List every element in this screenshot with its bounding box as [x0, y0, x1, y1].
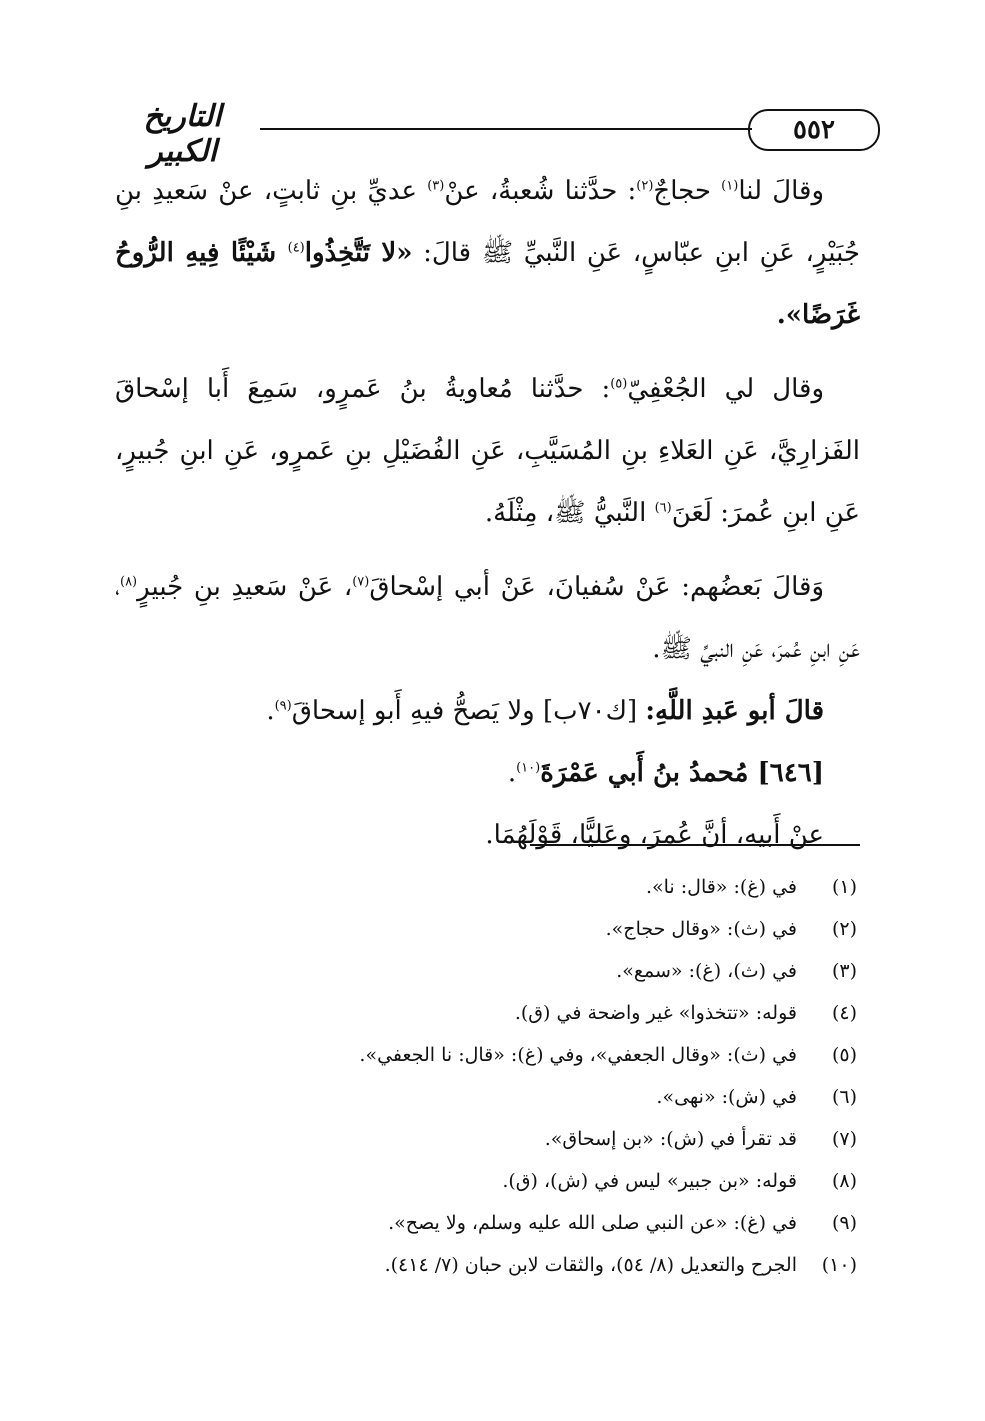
- footnote-text: قوله: «بن جبير» ليس في (ش)، (ق).: [502, 1170, 797, 1192]
- main-text: [115, 160, 860, 866]
- footnote: [112, 1118, 857, 1160]
- footnote-ref: (٧): [352, 574, 370, 590]
- paragraph-6: عنْ أَبيه، أنَّ عُمرَ، وعَليًّا، قَوْلَهُمَا.: [485, 820, 824, 850]
- footnote-number: (٩): [831, 1212, 857, 1234]
- footnote-text: قد تقرأ في (ش): «بن إسحاق».: [544, 1128, 797, 1150]
- footnote-number: (٨): [831, 1170, 857, 1192]
- text-run: : حدَّثنا شُعبةُ، عنْ: [444, 176, 637, 206]
- footnote-text: في (ث): «وقال الجعفي»، وفي (غ): «قال: نا الجعفي».: [359, 1044, 797, 1066]
- footnote-text: في (ث): «وقال حجاج».: [605, 918, 797, 940]
- header-rule: [260, 128, 752, 130]
- paragraph-3: [115, 556, 860, 680]
- footnote-number: (١٠): [821, 1254, 857, 1276]
- footnote: [112, 866, 857, 908]
- text-run: وقال لي الجُعْفِيّ: [627, 374, 824, 404]
- footnote-number: (٤): [831, 1002, 857, 1024]
- footnote-ref: (١٠): [516, 760, 541, 776]
- footnote-text: في (غ): «عن النبي صلى الله عليه وسلم، ولا يصح».: [388, 1212, 797, 1234]
- footnote-number: (٢): [831, 918, 857, 940]
- footnote-number: (٣): [831, 960, 857, 982]
- text-run: .: [266, 696, 275, 726]
- text-run: [ك٧٠ب] ولا يَصحُّ فيهِ أَبو إسحاقَ: [291, 696, 646, 726]
- text-run: عديِّ بنِ ثابتٍ، عنْ سَعيدِ بنِ جُبَيْرٍ، عَنِ ابنِ عبّاسٍ، عَنِ النَّبيِّ ﷺ قالَ:: [115, 176, 861, 268]
- paragraph-1: [115, 160, 860, 346]
- running-header: [110, 95, 880, 169]
- author-remark: قالَ أبو عَبدِ اللَّهِ:: [645, 696, 824, 726]
- footnote-ref: (٩): [274, 698, 292, 714]
- footnote-text: في (غ): «قال: نا».: [645, 876, 797, 898]
- text-run: ، عَنْ سَعيدِ بنِ جُبيرٍ: [137, 572, 353, 602]
- footnote-ref: (٤): [287, 240, 305, 256]
- footnote-number: (٦): [831, 1086, 857, 1108]
- footnote-ref: (٨): [119, 574, 138, 590]
- footnote-ref: (٣): [427, 178, 445, 194]
- footnote-text: قوله: «تتخذوا» غير واضحة في (ق).: [514, 1002, 797, 1024]
- footnotes: [112, 866, 857, 1286]
- page-number: ٥٥٢: [748, 109, 880, 151]
- footnote: [112, 950, 857, 992]
- footnote-number: (٥): [831, 1044, 857, 1066]
- entry-heading: [115, 742, 860, 804]
- paragraph-2: [115, 358, 860, 544]
- footnote-number: (١): [831, 876, 857, 898]
- text-run: وَقالَ بَعضُهم: عَنْ سُفيانَ، عَنْ أبي إسْحاقَ: [369, 572, 824, 602]
- footnote: [112, 1034, 857, 1076]
- hadith-text: «لا تَتَّخِذُوا: [304, 238, 413, 268]
- hadith-text: شَيْئًا فِيهِ الرُّوحُ غَرَضًا».: [115, 238, 860, 330]
- text-run: .: [507, 758, 517, 788]
- footnote-ref: (١): [721, 178, 739, 194]
- footnote-ref: (٦): [654, 500, 672, 516]
- footnote: [112, 1160, 857, 1202]
- text-run: وقالَ لنا: [738, 176, 824, 206]
- footnote-number: (٧): [831, 1128, 857, 1150]
- entry-title: [٦٤٦] مُحمدُ بنُ أَبي عَمْرَةَ: [540, 758, 824, 788]
- footnote: [112, 992, 857, 1034]
- text-run: حجاجٌ: [653, 176, 722, 206]
- footnote: [112, 1244, 857, 1286]
- footnote-text: في (ث)، (غ): «سمع».: [616, 960, 797, 982]
- text-run: ، عَنِ ابنِ عُمرَ، عَنِ النبيِّ ﷺ.: [115, 572, 860, 664]
- book-title: التاريخ الكبير: [143, 99, 222, 169]
- footnote-text: الجرح والتعديل (٨/ ٥٤)، والثقات لابن حبان (٧/ ٤١٤).: [384, 1254, 797, 1276]
- footnote: [112, 1076, 857, 1118]
- footnote: [112, 908, 857, 950]
- paragraph-4: [115, 680, 860, 742]
- footnote-divider: [530, 844, 860, 846]
- footnote-ref: (٢): [636, 178, 654, 194]
- footnote-ref: (٥): [610, 376, 628, 392]
- footnote-text: في (ش): «نهى».: [656, 1086, 797, 1108]
- footnote: [112, 1202, 857, 1244]
- text-run: : حدَّثنا مُعاويةُ بنُ عَمرٍو، سَمِعَ أَبا إسْحاقَ الفَزارِيَّ، عَنِ العَلاءِ بنِ المُسَيَّبِ، عَنِ الفُضَيْلِ بنِ عَمرٍو، عَنِ ابنِ جُبيرٍ، عَنِ ابنِ عُمرَ: لَعَنَ: [115, 374, 860, 528]
- text-run: النَّبيُّ ﷺ، مِثْلَهُ.: [484, 498, 655, 528]
